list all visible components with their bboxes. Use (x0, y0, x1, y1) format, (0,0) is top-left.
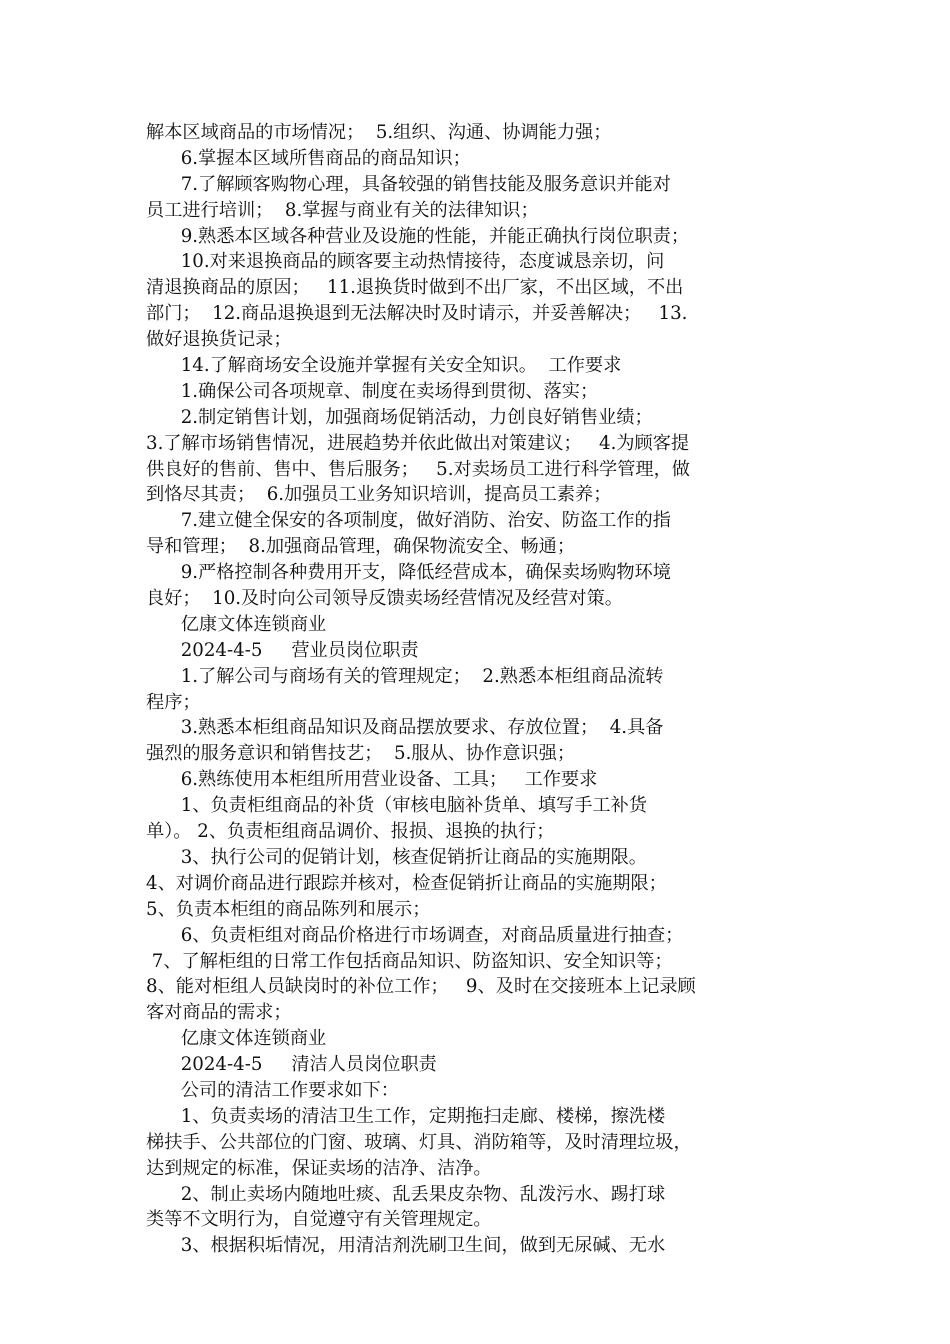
section-heading: 2024-4-5 营业员岗位职责 (146, 639, 419, 661)
text-line: 3、执行公司的促销计划，核查促销折让商品的实施期限。 (146, 846, 647, 868)
text-line: 14.了解商场安全设施并掌握有关安全知识。 工作要求 (146, 355, 622, 377)
text-line: 良好； 10.及时向公司领导反馈卖场经营情况及经营对策。 (146, 588, 623, 610)
text-line: 3.熟悉本柜组商品知识及商品摆放要求、存放位置； 4.具备 (146, 717, 664, 739)
text-line: 10.对来退换商品的顾客要主动热情接待，态度诚恳亲切，问 (146, 251, 665, 273)
text-line: 1.确保公司各项规章、制度在卖场得到贯彻、落实； (146, 380, 599, 402)
text-line: 7、了解柜组的日常工作包括商品知识、防盗知识、安全知识等； (146, 950, 673, 972)
text-line: 9.熟悉本区域各种营业及设施的性能，并能正确执行岗位职责； (146, 225, 690, 247)
text-line: 6.熟练使用本柜组所用营业设备、工具； 工作要求 (146, 769, 598, 791)
text-line: 2、制止卖场内随地吐痰、乱丢果皮杂物、乱泼污水、踢打球 (146, 1183, 666, 1205)
text-line: 3.了解市场销售情况，进展趋势并依此做出对策建议； 4.为顾客提 (146, 432, 690, 454)
text-line: 3、根据积垢情况，用清洁剂洗刷卫生间，做到无尿碱、无水 (146, 1235, 666, 1257)
text-line: 9.严格控制各种费用开支，降低经营成本，确保卖场购物环境 (146, 562, 671, 584)
text-line: 供良好的售前、售中、售后服务； 5.对卖场员工进行科学管理，做 (146, 458, 690, 480)
company-name: 亿康文体连锁商业 (146, 1028, 327, 1050)
text-line: 客对商品的需求； (146, 1002, 292, 1024)
body-text (146, 120, 826, 1259)
text-line: 4、对调价商品进行跟踪并核对，检查促销折让商品的实施期限； (146, 872, 667, 894)
text-line: 清退换商品的原因； 11.退换货时做到不出厂家，不出区域，不出 (146, 277, 684, 299)
text-line: 梯扶手、公共部位的门窗、玻璃、灯具、消防箱等，及时清理垃圾， (146, 1131, 692, 1153)
text-line: 解本区域商品的市场情况； 5.组织、沟通、协调能力强； (146, 122, 612, 143)
text-line: 公司的清洁工作要求如下： (146, 1079, 399, 1101)
text-line: 程序； (146, 691, 201, 713)
text-line: 员工进行培训； 8.掌握与商业有关的法律知识； (146, 199, 539, 221)
text-line: 6、负责柜组对商品价格进行市场调查，对商品质量进行抽查； (146, 924, 684, 946)
text-line: 类等不文明行为，自觉遵守有关管理规定。 (146, 1209, 492, 1231)
text-line: 做好退换货记录； (146, 329, 292, 351)
text-line: 8、能对柜组人员缺岗时的补位工作； 9、及时在交接班本上记录顾 (146, 976, 696, 998)
text-line: 1.了解公司与商场有关的管理规定； 2.熟悉本柜组商品流转 (146, 665, 664, 687)
section-heading: 2024-4-5 清洁人员岗位职责 (146, 1054, 437, 1076)
text-line: 1、负责卖场的清洁卫生工作，定期拖扫走廊、楼梯，擦洗楼 (146, 1105, 666, 1127)
text-line: 7.建立健全保安的各项制度，做好消防、治安、防盗工作的指 (146, 510, 671, 532)
text-line: 强烈的服务意识和销售技艺； 5.服从、协作意识强； (146, 743, 576, 765)
text-line: 1、负责柜组商品的补货（审核电脑补货单、填写手工补货 (146, 795, 647, 817)
text-line: 6.掌握本区域所售商品的商品知识； (146, 147, 471, 169)
company-name: 亿康文体连锁商业 (146, 613, 327, 635)
text-line: 5、负责本柜组的商品陈列和展示； (146, 898, 431, 920)
text-line: 7.了解顾客购物心理，具备较强的销售技能及服务意识并能对 (146, 173, 671, 195)
text-line: 导和管理； 8.加强商品管理，确保物流安全、畅通； (146, 536, 576, 558)
text-line: 2.制定销售计划，加强商场促销活动，力创良好销售业绩； (146, 406, 653, 428)
text-line: 到恪尽其责； 6.加强员工业务知识培训，提高员工素养； (146, 484, 612, 506)
text-line: 部门； 12.商品退换退到无法解决时及时请示，并妥善解决； 13. (146, 303, 688, 325)
text-line: 达到规定的标准，保证卖场的洁净、洁净。 (146, 1157, 492, 1179)
text-line: 单）。 2、负责柜组商品调价、报损、退换的执行； (146, 821, 555, 843)
